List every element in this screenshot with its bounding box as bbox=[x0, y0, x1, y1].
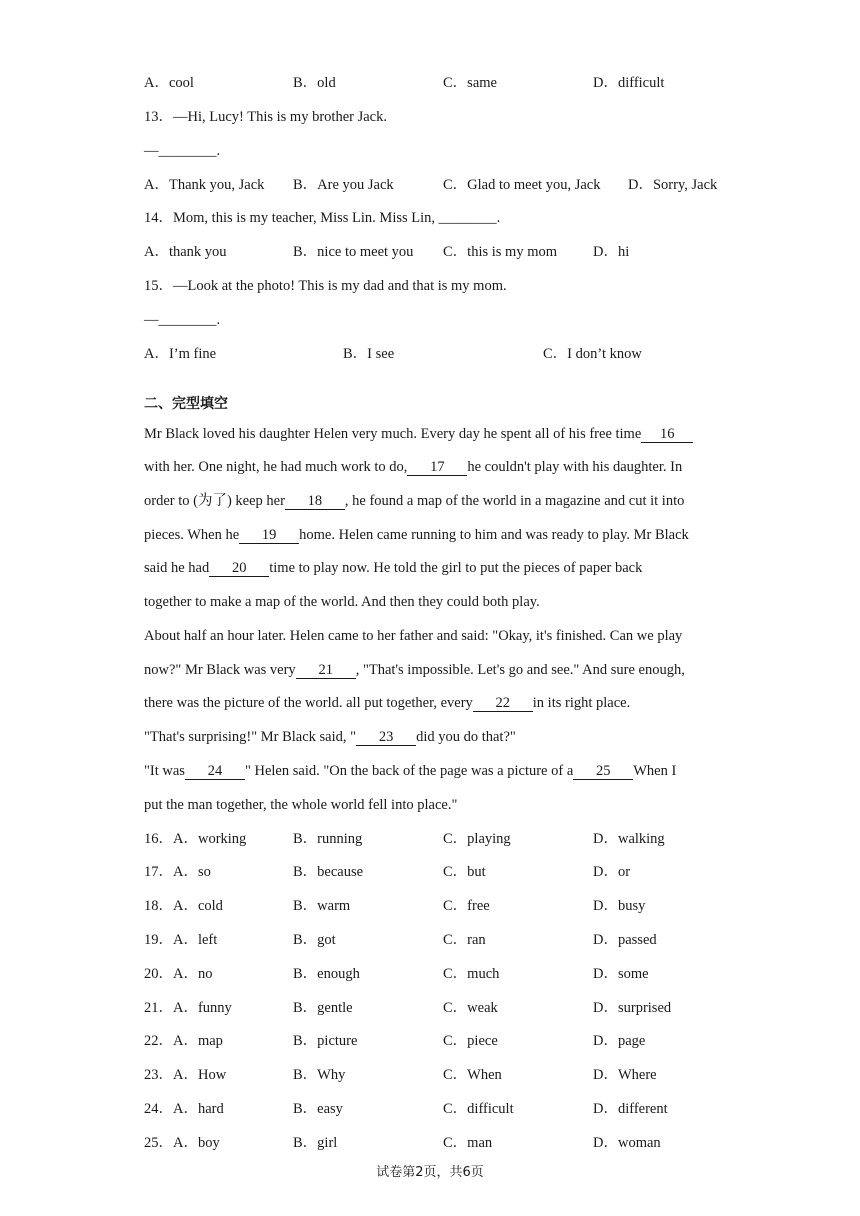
question-option-d: D．surprised bbox=[593, 1000, 672, 1016]
q12-option-d: D．difficult bbox=[593, 75, 665, 91]
passage-text: , "That's impossible. Let's go and see." And sure enough, bbox=[355, 662, 685, 678]
blank-16: 16 bbox=[641, 427, 693, 443]
passage-text: said he had bbox=[144, 560, 210, 576]
passage-text: Mr Black loved his daughter Helen very much. Every day he spent all of his free time bbox=[144, 426, 642, 442]
question-option-d: D．woman bbox=[593, 1135, 661, 1151]
question-option-d: D．busy bbox=[593, 898, 646, 914]
question-option-c: C．playing bbox=[443, 831, 511, 847]
question-option-b: B．enough bbox=[293, 966, 360, 982]
passage-line bbox=[144, 425, 693, 443]
passage-text: " Helen said. "On the back of the page was a picture of a bbox=[244, 763, 574, 779]
q13-option-a: A．Thank you, Jack bbox=[144, 177, 265, 193]
question-option-b: B．warm bbox=[293, 898, 351, 914]
question-option-b: B．gentle bbox=[293, 1000, 353, 1016]
question-option-b: B．girl bbox=[293, 1135, 338, 1151]
question-option-a: 18．A．cold bbox=[144, 898, 223, 914]
q14-option-a: A．thank you bbox=[144, 244, 227, 260]
question-option-a: 19．A．left bbox=[144, 932, 218, 948]
q15-option-c: C．I don’t know bbox=[543, 346, 642, 362]
passage-line: put the man together, the whole world fell into place." bbox=[144, 797, 458, 813]
passage-line bbox=[144, 526, 689, 544]
blank-21: 21 bbox=[296, 663, 356, 679]
passage-line: together to make a map of the world. And then they could both play. bbox=[144, 594, 540, 610]
q13-stem: 13．—Hi, Lucy! This is my brother Jack. bbox=[144, 109, 387, 125]
q14-option-d: D．hi bbox=[593, 244, 630, 260]
q13-option-d: D．Sorry, Jack bbox=[628, 177, 718, 193]
question-option-d: D．or bbox=[593, 864, 631, 880]
question-option-c: C．much bbox=[443, 966, 500, 982]
q15-option-b: B．I see bbox=[343, 346, 395, 362]
passage-text: home. Helen came running to him and was ready to play. Mr Black bbox=[299, 527, 689, 543]
question-option-a: 22．A．map bbox=[144, 1033, 223, 1049]
passage-text: he couldn't play with his daughter. In bbox=[467, 459, 683, 475]
question-option-d: D．some bbox=[593, 966, 649, 982]
blank-20: 20 bbox=[209, 561, 269, 577]
q15-stem: 15．—Look at the photo! This is my dad and that is my mom. bbox=[144, 278, 507, 294]
question-option-b: B．running bbox=[293, 831, 363, 847]
passage-text: pieces. When he bbox=[144, 527, 240, 543]
question-option-c: C．difficult bbox=[443, 1101, 514, 1117]
question-option-b: B．easy bbox=[293, 1101, 343, 1117]
question-option-c: C．man bbox=[443, 1135, 493, 1151]
passage-line bbox=[144, 559, 642, 577]
q14-stem: 14．Mom, this is my teacher, Miss Lin. Miss Lin, ________. bbox=[144, 210, 501, 226]
question-option-d: D．different bbox=[593, 1101, 668, 1117]
question-option-b: B．because bbox=[293, 864, 364, 880]
question-option-a: 16．A．working bbox=[144, 831, 247, 847]
passage-line bbox=[144, 492, 684, 510]
passage-text: now?" Mr Black was very bbox=[144, 662, 296, 678]
blank-25: 25 bbox=[573, 764, 633, 780]
passage-line bbox=[144, 661, 685, 679]
question-option-a: 20．A．no bbox=[144, 966, 213, 982]
q12-option-a: A．cool bbox=[144, 75, 194, 91]
passage-text: When I bbox=[633, 763, 677, 779]
section-title: 二、完型填空 bbox=[144, 396, 228, 412]
q12-option-b: B．old bbox=[293, 75, 336, 91]
q13-option-c: C．Glad to meet you, Jack bbox=[443, 177, 601, 193]
passage-text: "That's surprising!" Mr Black said, " bbox=[144, 729, 357, 745]
question-option-b: B．Why bbox=[293, 1067, 346, 1083]
question-option-c: C．weak bbox=[443, 1000, 498, 1016]
blank-23: 23 bbox=[356, 730, 416, 746]
passage-line bbox=[144, 762, 676, 780]
passage-text: there was the picture of the world. all put together, every bbox=[144, 695, 473, 711]
passage-text: time to play now. He told the girl to put the pieces of paper back bbox=[269, 560, 643, 576]
q12-option-c: C．same bbox=[443, 75, 497, 91]
passage-text: did you do that?" bbox=[416, 729, 516, 745]
question-option-c: C．free bbox=[443, 898, 490, 914]
question-option-c: C．piece bbox=[443, 1033, 498, 1049]
passage-line bbox=[144, 694, 630, 712]
question-option-a: 24．A．hard bbox=[144, 1101, 224, 1117]
question-option-c: C．but bbox=[443, 864, 486, 880]
blank-22: 22 bbox=[473, 696, 533, 712]
q13-reply: —________. bbox=[144, 143, 221, 159]
passage-line bbox=[144, 458, 682, 476]
question-option-a: 21．A．funny bbox=[144, 1000, 232, 1016]
question-option-d: D．page bbox=[593, 1033, 646, 1049]
q14-option-c: C．this is my mom bbox=[443, 244, 558, 260]
question-option-d: D．Where bbox=[593, 1067, 657, 1083]
question-option-a: 25．A．boy bbox=[144, 1135, 220, 1151]
question-option-c: C．When bbox=[443, 1067, 502, 1083]
question-option-d: D．walking bbox=[593, 831, 665, 847]
blank-19: 19 bbox=[239, 528, 299, 544]
blank-24: 24 bbox=[185, 764, 245, 780]
passage-text: in its right place. bbox=[532, 695, 631, 711]
passage-text: order to (为了) keep her bbox=[144, 493, 285, 509]
q14-option-b: B．nice to meet you bbox=[293, 244, 414, 260]
question-option-b: B．picture bbox=[293, 1033, 358, 1049]
passage-line bbox=[144, 728, 516, 746]
question-option-a: 23．A．How bbox=[144, 1067, 227, 1083]
page-footer: 试卷第2页，共6页 bbox=[376, 1165, 484, 1180]
passage-text: with her. One night, he had much work to do, bbox=[144, 459, 408, 475]
question-option-a: 17．A．so bbox=[144, 864, 211, 880]
passage-text: "It was bbox=[144, 763, 185, 779]
blank-18: 18 bbox=[285, 494, 345, 510]
question-option-c: C．ran bbox=[443, 932, 486, 948]
q15-option-a: A．I’m fine bbox=[144, 346, 217, 362]
question-option-b: B．got bbox=[293, 932, 336, 948]
passage-text: , he found a map of the world in a magazine and cut it into bbox=[344, 493, 685, 509]
passage-line: About half an hour later. Helen came to her father and said: "Okay, it's finished. Can we play bbox=[144, 628, 683, 644]
question-option-d: D．passed bbox=[593, 932, 657, 948]
q15-reply: —________. bbox=[144, 312, 221, 328]
blank-17: 17 bbox=[407, 460, 467, 476]
q13-option-b: B．Are you Jack bbox=[293, 177, 394, 193]
